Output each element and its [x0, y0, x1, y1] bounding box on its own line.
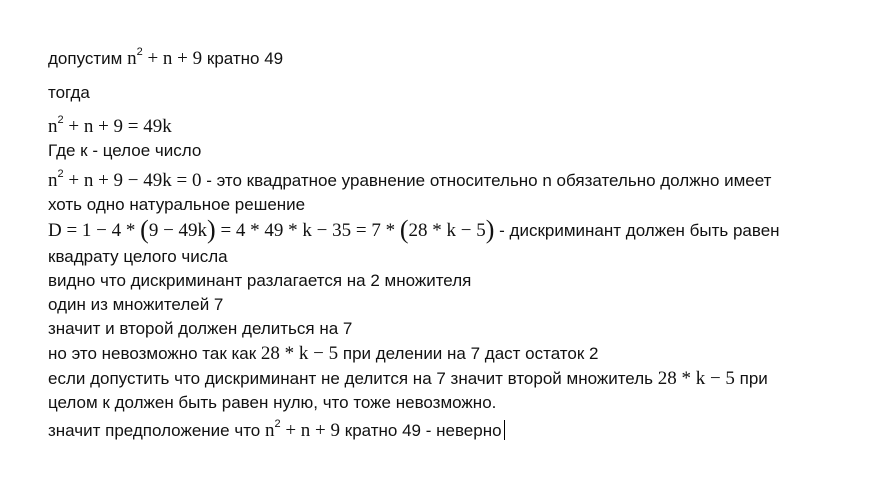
text: допустим: [48, 49, 128, 68]
text: целом к должен быть равен нулю, что тоже невозможно.: [48, 393, 497, 412]
math-expression: + n + 9: [142, 48, 203, 69]
math-expression: 28 * k − 5: [657, 368, 735, 389]
math-expression: = 4 * 49 * k − 35 = 7 *: [215, 220, 400, 241]
text: Где к - целое число: [48, 141, 202, 160]
line-factors: [48, 270, 471, 292]
math-expression: 9 − 49k: [148, 220, 208, 241]
text: но это невозможно так как: [48, 344, 261, 363]
text: значит и второй должен делиться на 7: [48, 319, 353, 338]
text: один из множителей 7: [48, 295, 224, 314]
text-cursor: [504, 420, 505, 440]
line-then: [48, 82, 90, 104]
paren-open: (: [140, 215, 149, 244]
text: - это квадратное уравнение относительно n обязательно должно имеет: [201, 171, 772, 190]
line-natural-solution: [48, 194, 305, 216]
math-exponent: 2: [274, 418, 281, 430]
math-exponent: 2: [57, 168, 64, 180]
text: хоть одно натуральное решение: [48, 195, 306, 214]
math-expression: 28 * k − 5: [260, 343, 339, 364]
line-equation: [48, 116, 172, 138]
text: тогда: [48, 83, 90, 102]
math-var: n: [127, 48, 137, 69]
math-expression: + n + 9 = 49k: [63, 116, 172, 137]
line-quadratic: [48, 170, 771, 192]
line-conclusion: [48, 420, 505, 442]
math-exponent: 2: [57, 114, 64, 126]
line-where-k: [48, 140, 201, 162]
line-zero: [48, 392, 496, 414]
line-one-factor: [48, 294, 223, 316]
text: квадрату целого числа: [48, 247, 228, 266]
text: при: [734, 369, 768, 388]
math-expression: D = 1 − 4 *: [48, 220, 141, 241]
paren-close: ): [485, 215, 495, 244]
text: значит предположение что: [48, 421, 265, 440]
paren-close: ): [207, 215, 216, 244]
text: при делении на 7 даст остаток 2: [338, 344, 599, 363]
line-assumption: [48, 48, 283, 70]
text: видно что дискриминант разлагается на 2 множителя: [48, 271, 472, 290]
math-exponent: 2: [136, 46, 143, 58]
paren-open: (: [399, 215, 409, 244]
text: - дискриминант должен быть равен: [494, 221, 780, 240]
line-impossible: [48, 343, 598, 365]
line-second-factor: [48, 318, 352, 340]
text: кратно 49 - неверно: [340, 421, 502, 440]
math-expression: 28 * k − 5: [408, 220, 486, 241]
math-var: n: [264, 420, 275, 441]
math-var: n: [48, 170, 58, 191]
text: кратно 49: [202, 49, 284, 68]
math-var: n: [48, 116, 58, 137]
line-discriminant: [48, 215, 780, 244]
math-expression: + n + 9 − 49k = 0: [63, 170, 202, 191]
math-expression: + n + 9: [280, 420, 341, 441]
line-square: [48, 246, 228, 268]
line-if-not-divisible: [48, 368, 768, 390]
text: если допустить что дискриминант не делится на 7 значит второй множитель: [48, 369, 658, 388]
